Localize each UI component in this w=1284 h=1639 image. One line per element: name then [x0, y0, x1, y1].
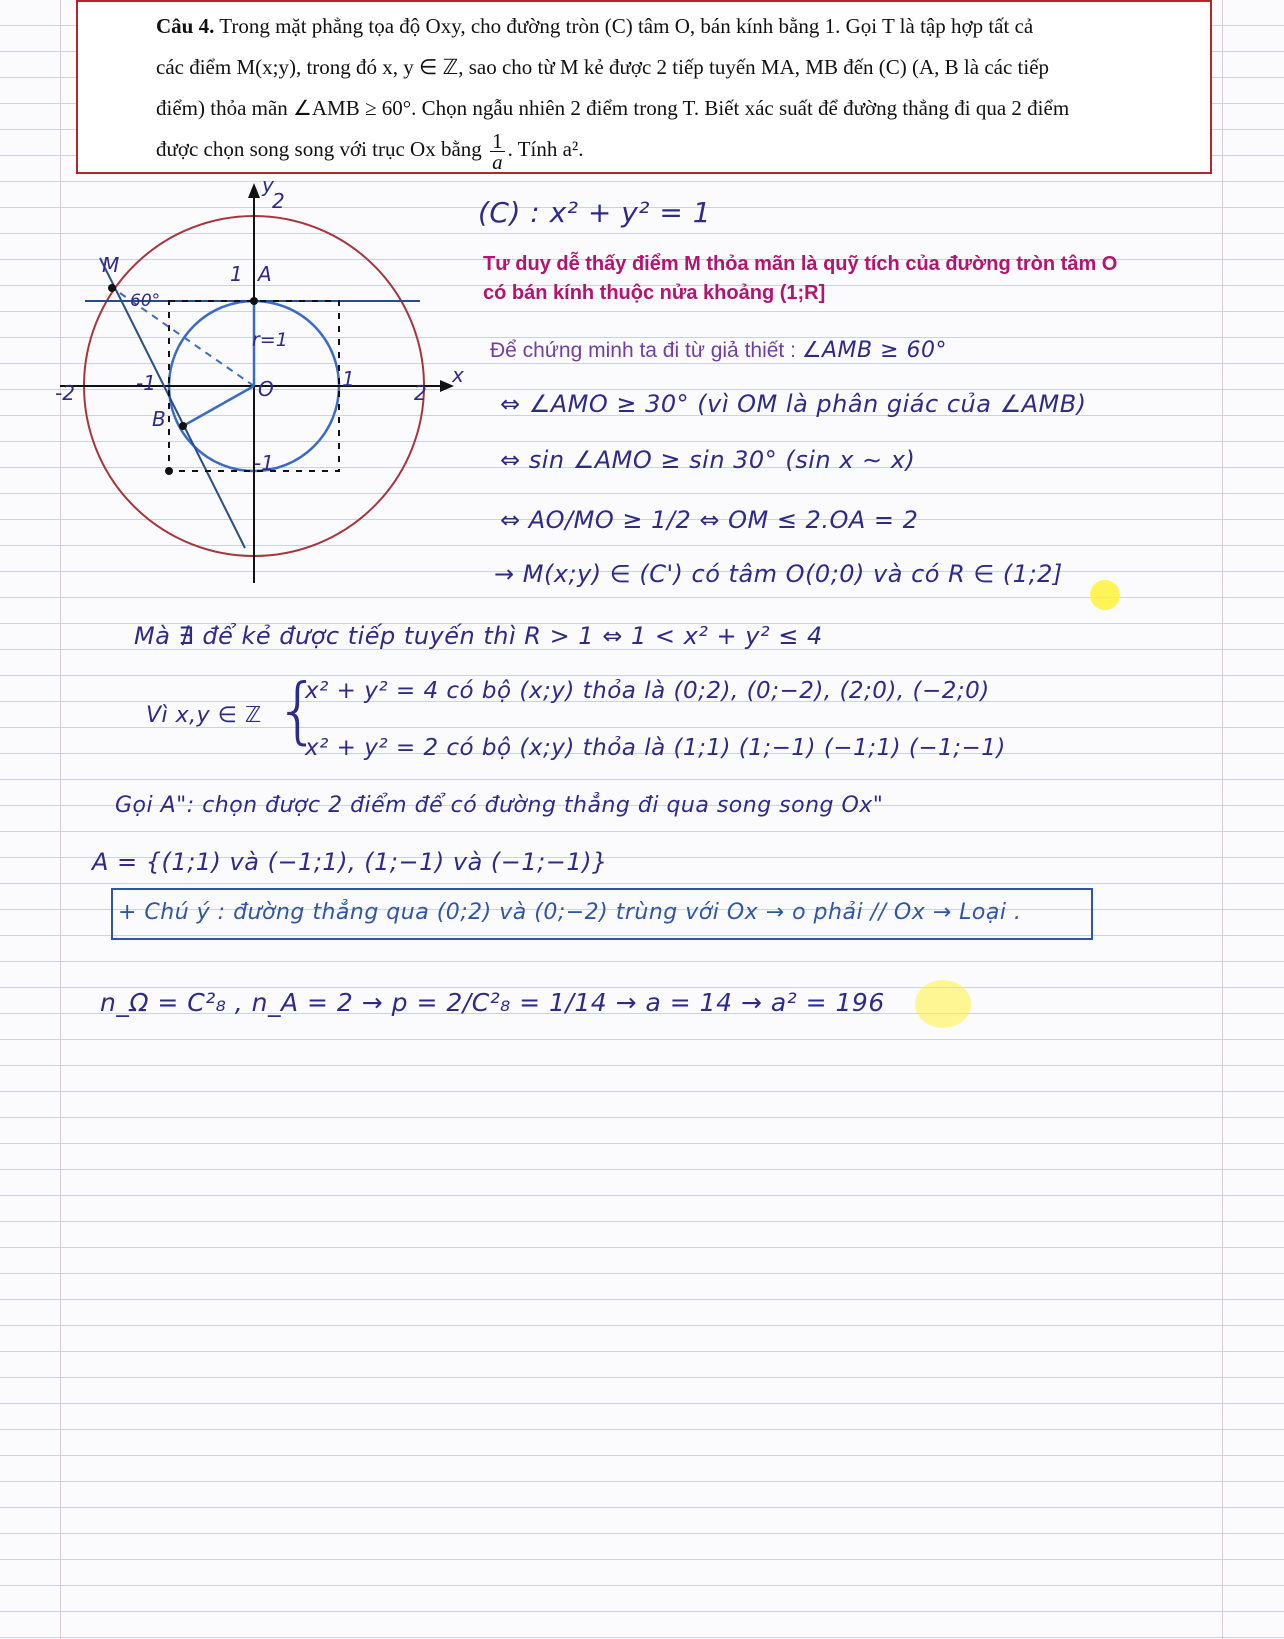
proof-step-1: ⇔ ∠AMO ≥ 30° (vì OM là phân giác của ∠AMB): [500, 390, 1087, 418]
label-neg1-y: -1: [254, 451, 274, 475]
label-point-m: M: [102, 253, 120, 277]
point-a-dot: [250, 297, 258, 305]
label-top-2: 2: [272, 189, 285, 213]
y-axis-arrow: [248, 183, 260, 198]
condition-line: Mà ∄ để kẻ được tiếp tuyến thì R > 1 ⇔ 1 < x² + y² ≤ 4: [134, 622, 823, 650]
label-pos2: 2: [414, 381, 427, 405]
label-point-a: A: [258, 262, 272, 286]
problem-line-4: được chọn song song với trục Ox bằng $\frac{1}{a}$ . Tính a².: [156, 128, 584, 174]
label-neg2: -2: [55, 381, 75, 405]
proof-step-4: → M(x;y) ∈ (C') có tâm O(0;0) và có R ∈ (1;2]: [494, 560, 1063, 588]
radius-ob: [183, 386, 254, 426]
proof-intro: Để chứng minh ta đi từ giả thiết : ∠AMB ≥ 60°: [490, 338, 948, 363]
label-point-b: B: [152, 407, 166, 431]
final-answer: n_Ω = C²₈ , n_A = 2 → p = 2/C²₈ = 1/14 → a = 14 → a² = 196: [100, 988, 885, 1017]
note-text: + Chú ý : đường thẳng qua (0;2) và (0;−2) trùng với Ox → o phải // Ox → Loại .: [118, 900, 1022, 925]
circle-diagram: [40, 178, 480, 598]
integer-case-radius-sqrt2: x² + y² = 2 có bộ (x;y) thỏa là (1;1) (1;−1) (−1;1) (−1;−1): [305, 735, 1006, 761]
point-m-dot: [108, 284, 116, 292]
label-radius: r=1: [252, 329, 288, 351]
problem-line-3: điểm) thỏa mãn ∠AMB ≥ 60°. Chọn ngẫu nhiên 2 điểm trong T. Biết xác suất để đường thẳng đi qua 2 điểm: [156, 96, 1070, 120]
margin-line-right: [1222, 0, 1223, 1639]
label-origin: O: [258, 377, 274, 401]
label-angle: 60°: [130, 291, 161, 311]
point-b-dot: [179, 422, 187, 430]
problem-label: Câu 4.: [156, 14, 215, 38]
label-x-axis: x: [452, 363, 464, 387]
integer-cases-prefix: Vì x,y ∈ ℤ: [146, 703, 262, 728]
problem-line-2: các điểm M(x;y), trong đó x, y ∈ ℤ, sao cho từ M kẻ được 2 tiếp tuyến MA, MB đến (C) (A, B là các tiếp: [156, 55, 1050, 79]
circle-equation: (C) : x² + y² = 1: [478, 196, 712, 229]
label-pos1: 1: [342, 367, 355, 391]
event-definition: Gọi A": chọn được 2 điểm để có đường thẳng đi qua song song Ox": [115, 793, 884, 818]
problem-line-1: Câu 4. Trong mặt phẳng tọa độ Oxy, cho đường tròn (C) tâm O, bán kính bằng 1. Gọi T là tập hợp tất cả: [156, 14, 1034, 38]
brace: {: [275, 668, 322, 752]
proof-step-2: ⇔ sin ∠AMO ≥ sin 30° (sin x ∼ x): [500, 446, 916, 474]
highlight-radius: [1090, 580, 1120, 610]
highlight-answer: [915, 980, 971, 1028]
label-neg1: -1: [136, 371, 156, 395]
problem-box: [76, 0, 1212, 174]
label-y-axis: y: [262, 178, 274, 197]
fraction-1-over-a: $\frac{1}{a}$: [492, 128, 503, 174]
insight-line-1: Tư duy dễ thấy điểm M thỏa mãn là quỹ tích của đường tròn tâm O: [483, 253, 1118, 275]
insight-line-2: có bán kính thuộc nửa khoảng (1;R]: [483, 282, 826, 304]
event-set: A = {(1;1) và (−1;1), (1;−1) và (−1;−1)}: [92, 848, 608, 876]
proof-step-3: ⇔ AO/MO ≥ 1/2 ⇔ OM ≤ 2.OA = 2: [500, 506, 919, 534]
label-tick-1: 1: [230, 262, 243, 286]
integer-case-radius-2: x² + y² = 4 có bộ (x;y) thỏa là (0;2), (0;−2), (2;0), (−2;0): [305, 678, 990, 704]
point-corner-dot: [165, 467, 173, 475]
